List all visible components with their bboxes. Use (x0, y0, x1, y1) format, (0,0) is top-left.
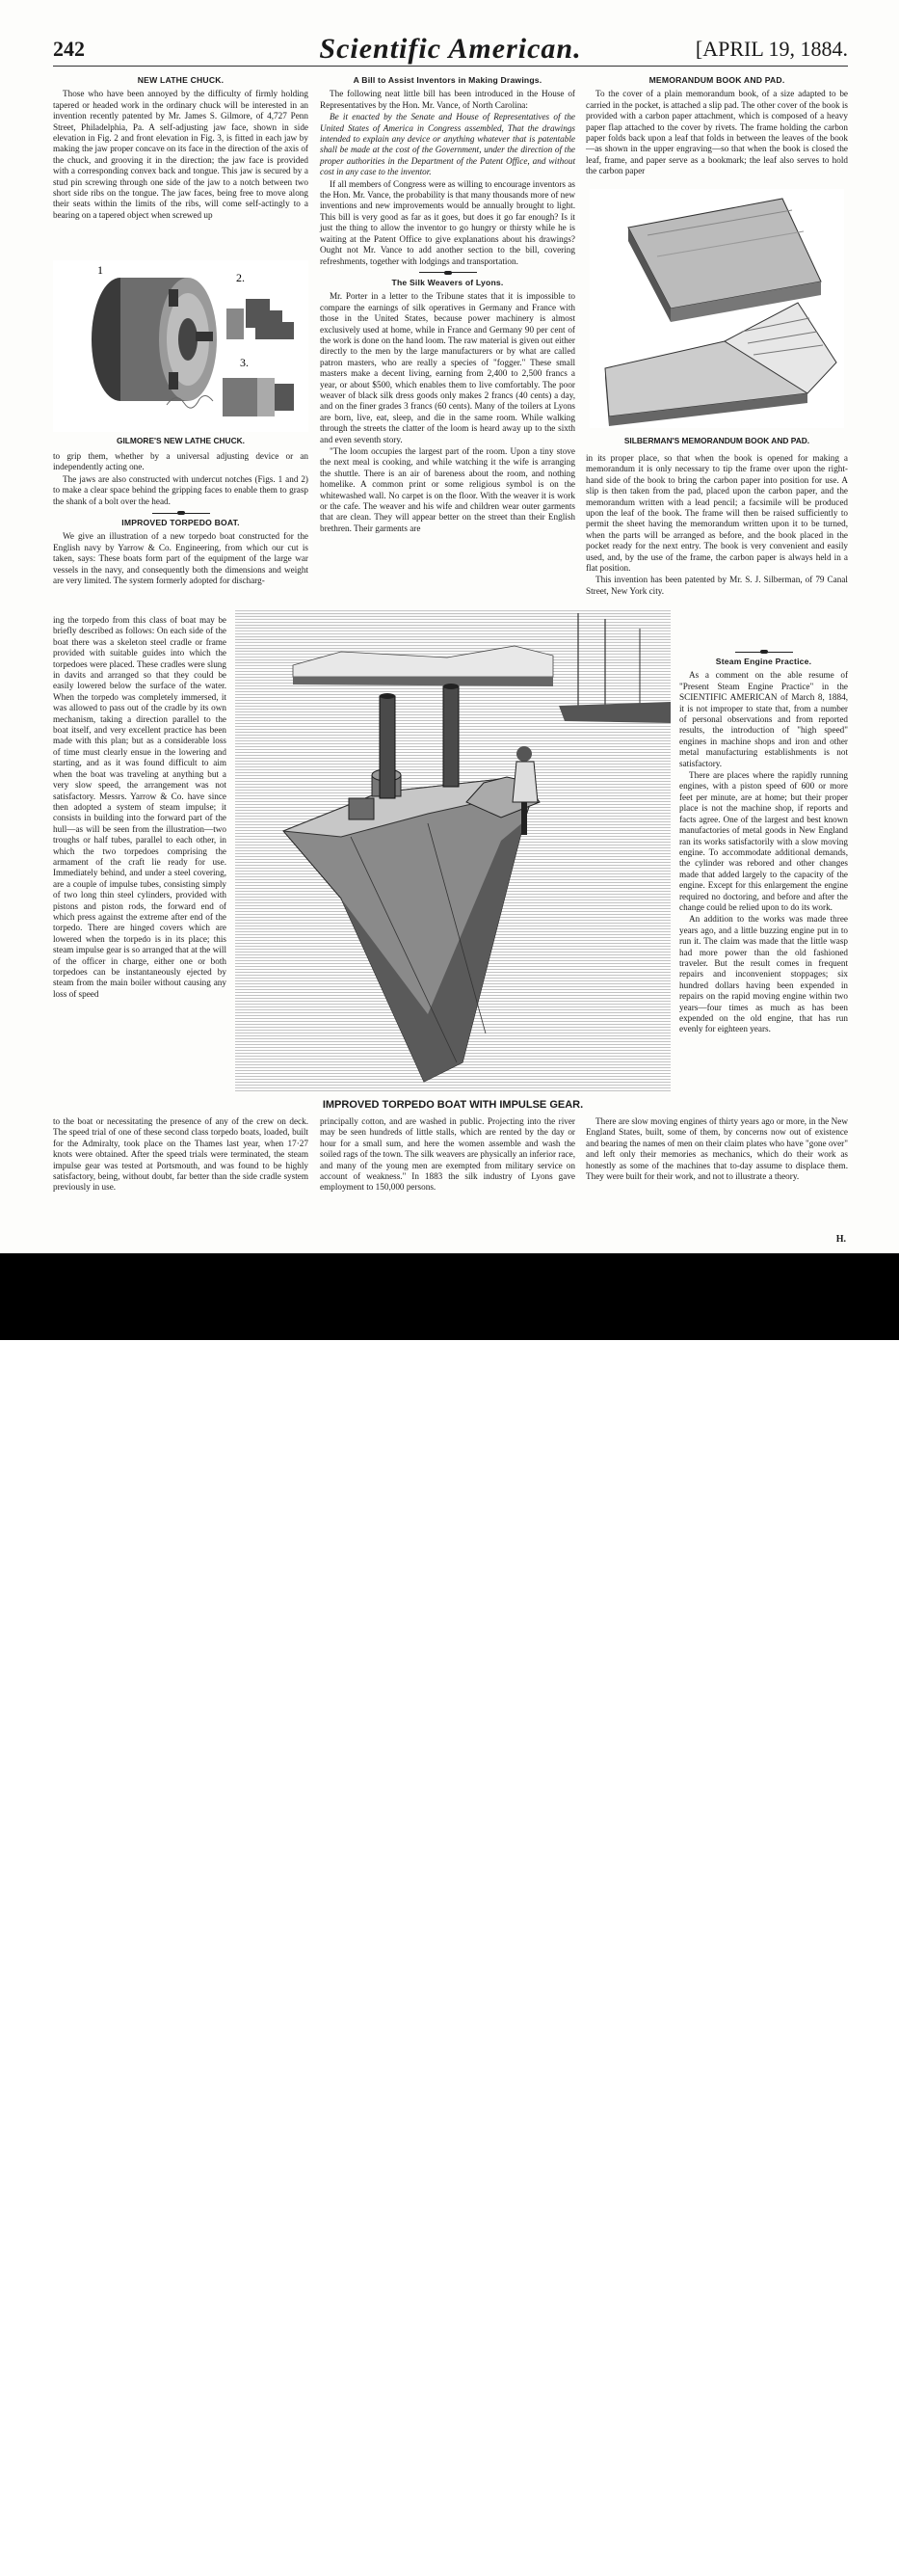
steam-paragraph-1: As a comment on the able resume of "Present Steam Engine Practice" in the SCIENTIFIC AMERICAN of March 8, 1884, it is not improper to state that, from a number of personal observations and from reported results, the introduction of "high speed" engines in machine shops and iron and other metal manufacturing establishments is not satisfactory. (679, 670, 848, 768)
column-3-mid (586, 453, 848, 598)
watermark-url: www.alamy.com (790, 2553, 880, 2567)
watermark-bar (0, 1253, 899, 2575)
signature: H. (835, 1234, 846, 1245)
torpedo-paragraph-2: ing the torpedo from this class of boat may be briefly described as follows: On each side of the boat there was a skeleton steel cradle or frame provided with suitable guides into which the torpedoes were placed. These cradles were slung in davits and arranged so that they could be easily lowered below the surface of the water. When the torpedo was completely immersed, it was allowed to pass out of the cradle by its own mechanism, taking a direction parallel to the boat itself, and very excellent practice has been made with this plan; but as a considerable loss of time must clearly ensue in the lowering and starting, and as it was found difficult to aim when the boat was traveling at anything but a very slow speed, the arrangement was not satisfactory. Messrs. Yarrow & Co. have since then adopted a system of steam impulse; it consists in building into the forward part of the hull—as will be seen from the illustration—two troughs or half tubes, parallel to each other, in which the two torpedoes comprising the armament of the craft lie ready for use. Immediately behind, and under a steel covering, are a couple of impulse tubes, consisting simply of two long thin steel cylinders, provided with pistons and piston rods, the forward end of which press against the extreme after end of the torpedo. There are hinged covers which are lowered when the torpedo is in its place; this steam impulse gear is so arranged that at the will of the officer in charge, either one or both torpedoes can be instantaneously ejected by steam from the main boiler without causing any loss of speed (53, 615, 226, 999)
lathe-paragraph-1: Those who have been annoyed by the difficulty of firmly holding tapered or headed work in the ordinary chuck will be interested in an invention recently patented by Mr. James S. Gilmore, of 4,727 Penn Street, Philadelphia, Pa. A self-adjusting jaw face, shown in side elevation in Fig. 2 and front elevation in Fig. 3, is fitted in each jaw by making the jaw proper concave on its face in the direction of the axis of the chuck, and grooving it in the direction; the jaw face is provided with a corresponding convex back and tongue. This jaw is secured by a stud pin screwing through one side of the jaw to a notch between two short side ribs on the tongue. The jaw faces, being free to move along their seats within the limits of the ribs, will come self-actingly to a bearing on a tapered object when screwed up (53, 89, 308, 220)
silk-paragraph-3: principally cotton, and are washed in public. Projecting into the river may be seen hundreds of little stalls, which are rented by the day or hour for a small sum, and here the women assemble and wash the soiled rags of the town. The silk weavers are physically an inferior race, and many of the young men are exempted from military service on account of weakness." In 1883 the silk industry of Lyons gave employment to 150,000 persons. (320, 1116, 575, 1193)
column-2-top (320, 73, 575, 535)
section-divider (735, 650, 793, 654)
fig-label-1: 1 (97, 263, 103, 277)
lathe-chuck-illustration (53, 260, 308, 432)
steam-paragraph-2: There are places where the rapidly running engines, with a piston speed of 600 or more feet per minute, are at home; but their proper place is not the machine shop, if reports and facts agree. One of the largest and best known manufactories of metal goods in New England ran its works satisfactorily with a slow moving engine. To accommodate additional demands, the cylinder was rebored and other changes made that added largely to the capacity of the engine. Except for this enlargement the engine required no doctoring, and before and after the change could be relied upon to do its work. (679, 770, 848, 912)
watermark-logo: alamy (23, 2525, 145, 2575)
steam-paragraph-4: There are slow moving engines of thirty years ago or more, in the New England States, built, some of them, by concerns now out of existence and bearing the names of men on their claim plates who have "gone over" and left only their memories as mechanics, which do their work as honestly as some of the machines that to-day assume to displace them. They were built for their work, and not to illustrate a theory. (586, 1116, 848, 1182)
column-2-bottom (320, 1116, 575, 1194)
fig-label-3: 3. (240, 356, 249, 369)
masthead-title: Scientific American. (319, 33, 582, 65)
page-number: 242 (53, 37, 85, 61)
column-3-top (586, 73, 848, 178)
silk-paragraph-1: Mr. Porter in a letter to the Tribune states that it is impossible to compare the earnings of silk operatives in Germany and France with those in the United States, because power machinery is almost exclusively used at home, while in France and Germany 90 per cent of the work is done on the hand loom. The raw material is given out either directly to the men by the large manufacturers or by what are called patron masters, who are really a species of "fogger." These small masters make a decent living, earning from 2,400 to 2,500 francs a year, or about $500, which enables them to live comfortably. The poor weaver of black silk dress goods only makes 2 francs (40 cents) a day, and on the finer grades 3 francs (60 cents). Many of the toilers at Lyons are born, live, eat, sleep, and die in the same room. While walking through the streets the clatter of the loom is heard away up to the sixth and even seventh story. (320, 291, 575, 444)
steam-paragraph-3: An addition to the works was made three years ago, and a little buzzing engine put in to run it. The claim was made that the little wasp had more power than the old fashioned traveler. But the result comes in frequent repairs and inconvenient stoppages; six hundred dollars having been expended in repairs on the rapid moving engine within two years—four times as much as has been expended on the old engine, that has run evenly for eighteen years. (679, 914, 848, 1034)
memo-paragraph-3: This invention has been patented by Mr. S. J. Silberman, of 79 Canal Street, New York city. (586, 575, 848, 596)
torpedo-boat-illustration (235, 609, 671, 1091)
memorandum-book-illustration (590, 189, 844, 428)
bill-paragraph-1: The following neat little bill has been introduced in the House of Representatives by the Hon. Mr. Vance, of North Carolina: (320, 89, 575, 110)
boat-caption: IMPROVED TORPEDO BOAT WITH IMPULSE GEAR. (322, 1099, 584, 1111)
torpedo-paragraph-3: to the boat or necessitating the presence of any of the crew on deck. The speed trial of one of these second class torpedo boats, loaded, built for the Admiralty, took place on the Thames last year, when 17·27 knots were obtained. After the speed trials were terminated, the steam impulse gear was tested at Portsmouth, and was found to be highly satisfactory, being, without doubt, far better than the side cradle system previously in use. (53, 1116, 308, 1193)
column-1-top (53, 73, 308, 222)
masthead (53, 33, 848, 67)
silk-heading: The Silk Weavers of Lyons. (391, 277, 504, 287)
bill-heading: A Bill to Assist Inventors in Making Drawings. (353, 75, 542, 85)
section-divider (419, 271, 477, 275)
memo-paragraph-1: To the cover of a plain memorandum book, of a size adapted to be carried in the pocket, is attached a slip pad. The other cover of the book is provided with a carbon paper attachment, which is composed of a heavy paper flap attached to the cover by rivets. The frame holding the carbon paper folds back upon a leaf that folds in between the leaves of the book—as shown in the upper engraving—so that when the book is closed the leaf, frame, and paper serve as a bookmark; the leaf also serves to hold the carbon paper (586, 89, 848, 176)
section-divider (152, 511, 210, 515)
column-1-narrow (53, 615, 226, 1001)
lathe-paragraph-2: to grip them, whether by a universal adjusting device or an independently acting one. (53, 451, 308, 472)
steam-heading: Steam Engine Practice. (715, 657, 812, 666)
lathe-heading: NEW LATHE CHUCK. (137, 75, 225, 85)
watermark-image-id: 2ABWX2W (761, 2516, 880, 2542)
bill-paragraph-3: If all members of Congress were as willing to encourage inventors as the Hon. Mr. Vance, the probability is that many thousands more of new inventions and new improvements would be annually brought to light. This bill is very good as far as it goes, but does it go far enough? Is it just the thing to allow the inventor to go hungry or thirsty while he is waiting at the Patent Office to give explanations about his drawings? Ought not Mr. Vance to add another section to the bill, covering refreshments, together with lodgings and transportation. (320, 178, 575, 266)
lathe-paragraph-3: The jaws are also constructed with undercut notches (Figs. 1 and 2) to make a clear space behind the gripping faces to enable them to grasp the shank of a bolt over the head. (53, 473, 308, 506)
memo-paragraph-2: in its proper place, so that when the book is opened for making a memorandum it is only necessary to tip the frame over upon the right-hand side of the book to bring the carbon paper into position for use. A slip is then taken from the pad, placed upon the carbon paper, and the memorandum written with a lead pencil; a facsimile will be produced upon the leaf of the book. The frame will then be raised sufficiently to permit the sheet having the memorandum written upon it to be turned, when the parts will be arranged as before, and the book placed in the pocket ready for the next entry. The book is very convenient and easily used, and, by the use of the frame, the carbon paper is always held in a flat position. (586, 453, 848, 574)
bill-paragraph-2: Be it enacted by the Senate and House of Representatives of the United States of America in Congress assembled, That the drawings intended to explain any device or anything whatever that is patentable shall be made at the cost of the Government, under the direction of the proper authorities in the Department of the Patent Office, and without cost in any case to the inventor. (320, 112, 575, 177)
masthead-date: [APRIL 19, 1884. (695, 37, 848, 61)
newspaper-page (0, 0, 899, 1253)
column-1-bottom (53, 1116, 308, 1194)
column-3-bottom (586, 1116, 848, 1183)
column-1-mid (53, 451, 308, 587)
silk-paragraph-2: "The loom occupies the largest part of the room. Upon a tiny stove the next meal is cooking, and while watching it the wife is arranging the shuttle. There is an air of bareness about the room, and nothing homelike. A common print or some religious symbol is on the whitewashed wall. No carpet is on the floor. With the weaver it is work or the cafe. The weaver and his wife and children wear outer garments that are clean. They will appear better on the street than their English brethren. Their garments are (320, 446, 575, 533)
lathe-caption: GILMORE'S NEW LATHE CHUCK. (116, 436, 246, 445)
torpedo-heading: IMPROVED TORPEDO BOAT. (121, 518, 240, 528)
memo-caption: SILBERMAN'S MEMORANDUM BOOK AND PAD. (623, 436, 810, 445)
torpedo-paragraph-1: We give an illustration of a new torpedo boat constructed for the English navy by Yarrow & Co. Engineering, from which our cut is taken, says: These boats form part of the equipment of the large war vessels in the navy, and consequently both the dimensions and weight are very limited. The system formerly adopted for discharg- (53, 531, 308, 586)
memo-heading: MEMORANDUM BOOK AND PAD. (648, 75, 785, 85)
fig-label-2: 2. (236, 271, 245, 284)
column-3-narrow (679, 646, 848, 1036)
